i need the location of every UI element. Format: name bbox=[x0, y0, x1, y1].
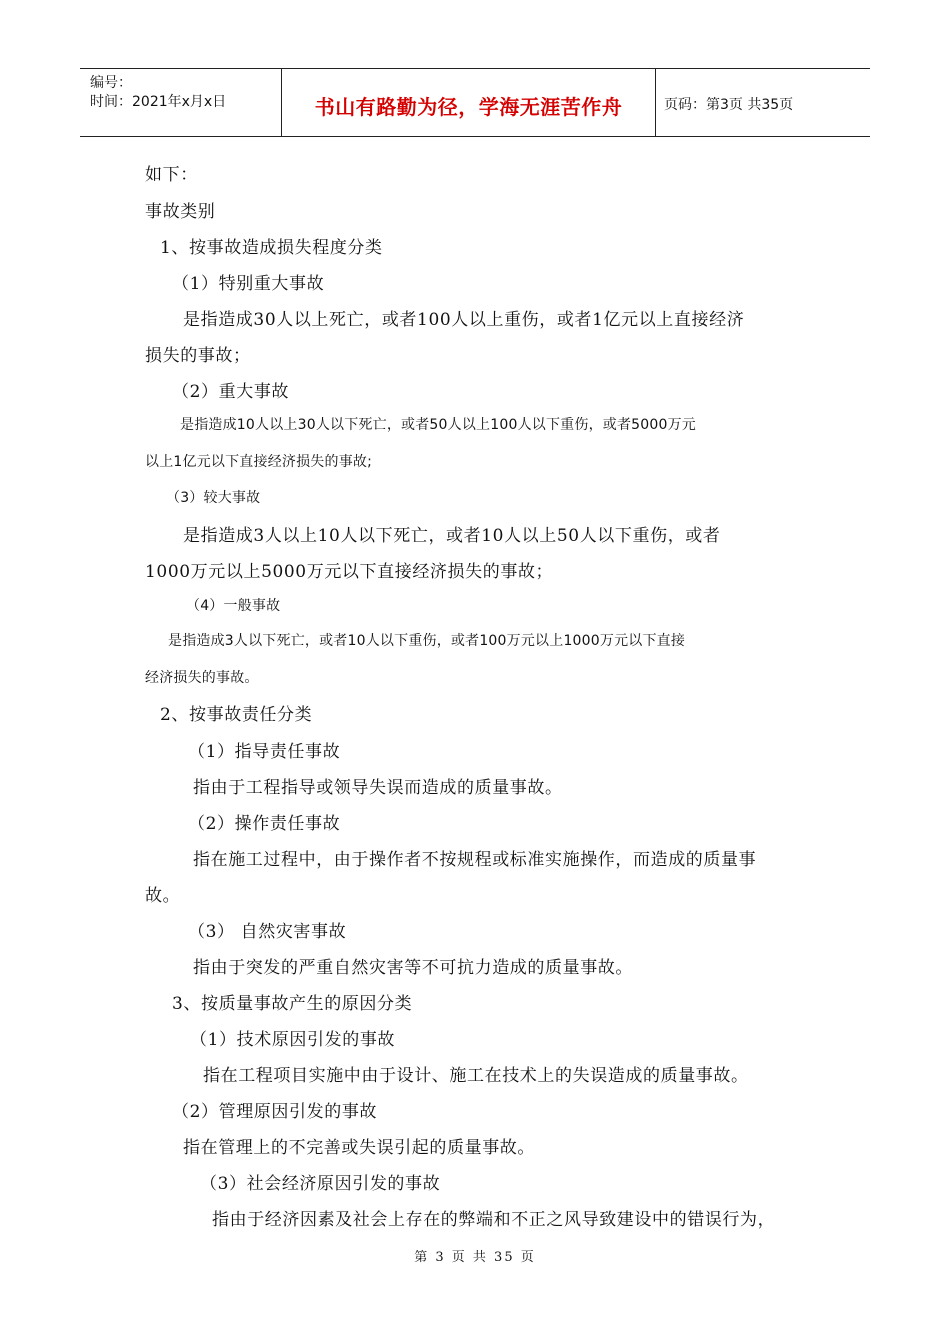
text-line: 是指造成3人以下死亡，或者10人以下重伤，或者100万元以上1000万元以下直接 bbox=[168, 633, 686, 649]
text-line: 指由于工程指导或领导失误而造成的质量事故。 bbox=[193, 778, 563, 798]
subcategory-heading: （3）较大事故 bbox=[166, 490, 261, 506]
category-heading: 2、按事故责任分类 bbox=[160, 705, 313, 725]
number-label: 编号： bbox=[90, 75, 132, 91]
subcategory-heading: （4）一般事故 bbox=[186, 598, 281, 614]
subcategory-heading: （3）社会经济原因引发的事故 bbox=[200, 1174, 441, 1194]
subcategory-heading: （1）技术原因引发的事故 bbox=[190, 1030, 396, 1050]
subcategory-heading: （1）指导责任事故 bbox=[188, 742, 341, 762]
text-line: 指在工程项目实施中由于设计、施工在技术上的失误造成的质量事故。 bbox=[203, 1066, 749, 1086]
header-motto-cell bbox=[281, 69, 656, 136]
page-header bbox=[80, 68, 870, 137]
header-left-cell bbox=[80, 69, 281, 136]
motto-text: 书山有路勤为径，学海无涯苦作舟 bbox=[314, 95, 623, 119]
page-number-label: 页码：第3页 共35页 bbox=[664, 97, 794, 113]
subcategory-heading: （3） 自然灾害事故 bbox=[188, 922, 347, 942]
subcategory-heading: （2）管理原因引发的事故 bbox=[172, 1102, 378, 1122]
category-heading: 3、按质量事故产生的原因分类 bbox=[172, 994, 413, 1014]
header-page-cell bbox=[655, 69, 870, 136]
text-line: 指在施工过程中，由于操作者不按规程或标准实施操作，而造成的质量事 bbox=[193, 850, 757, 870]
text-line: 1000万元以上5000万元以下直接经济损失的事故； bbox=[145, 562, 554, 582]
text-line: 以上1亿元以下直接经济损失的事故; bbox=[145, 454, 373, 470]
text-line: 指由于突发的严重自然灾害等不可抗力造成的质量事故。 bbox=[193, 958, 633, 978]
text-line: 指在管理上的不完善或失误引起的质量事故。 bbox=[183, 1138, 535, 1158]
page-footer: 第 3 页 共 35 页 bbox=[414, 1250, 536, 1265]
text-line: 指由于经济因素及社会上存在的弊端和不正之风导致建设中的错误行为， bbox=[212, 1210, 776, 1230]
text-line: 是指造成3人以上10人以下死亡，或者10人以上50人以下重伤，或者 bbox=[183, 526, 721, 546]
text-line: 故。 bbox=[145, 886, 181, 906]
time-label: 时间：2021年x月x日 bbox=[90, 94, 227, 110]
subcategory-heading: （2）重大事故 bbox=[172, 382, 290, 402]
text-line: 是指造成30人以上死亡，或者100人以上重伤，或者1亿元以上直接经济 bbox=[183, 310, 745, 330]
text-line: 损失的事故； bbox=[145, 346, 251, 366]
category-heading: 1、按事故造成损失程度分类 bbox=[160, 238, 383, 258]
text-line: 如下： bbox=[145, 165, 198, 185]
section-heading: 事故类别 bbox=[145, 202, 216, 222]
subcategory-heading: （1）特别重大事故 bbox=[172, 274, 325, 294]
subcategory-heading: （2）操作责任事故 bbox=[188, 814, 341, 834]
text-line: 经济损失的事故。 bbox=[145, 670, 259, 686]
text-line: 是指造成10人以上30人以下死亡，或者50人以上100人以下重伤，或者5000万元 bbox=[180, 417, 696, 433]
